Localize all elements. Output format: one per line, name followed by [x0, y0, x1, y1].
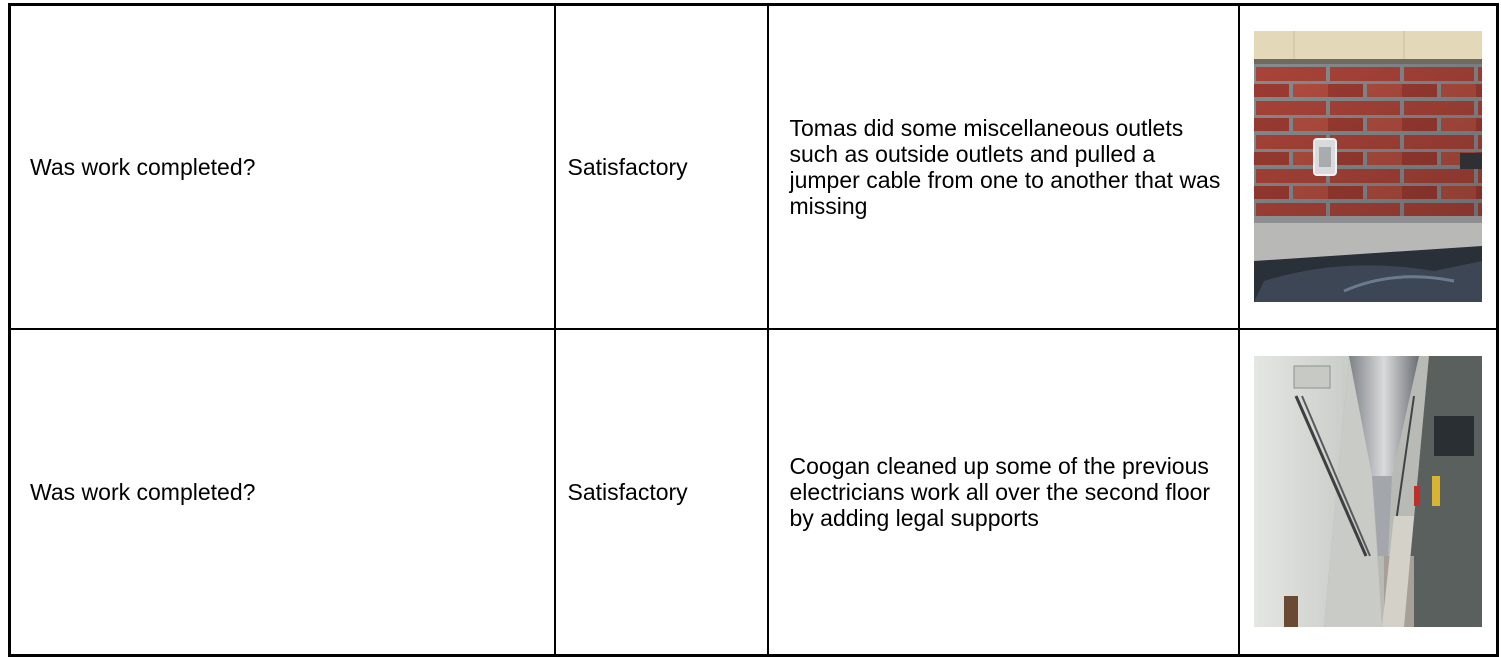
rating-text: Satisfactory [567, 478, 688, 505]
question-cell [10, 329, 555, 656]
comment-text: Coogan cleaned up some of the previous electricians work all over the second floor by adding legal supports [789, 452, 1211, 531]
comment-text: Tomas did some miscellaneous outlets such as outside outlets and pulled a jumper cable from one to another that was missing [789, 114, 1221, 219]
photo-cell [1239, 329, 1498, 656]
question-cell [10, 5, 555, 329]
photo-cell [1239, 5, 1498, 329]
inspection-table [8, 3, 1499, 657]
comment-cell [768, 5, 1239, 329]
comment-cell [768, 329, 1239, 656]
rating-cell [555, 329, 768, 656]
brick-wall-outlet-photo[interactable] [1254, 31, 1482, 302]
question-text: Was work completed? [30, 153, 256, 180]
question-text: Was work completed? [30, 478, 256, 505]
rating-text: Satisfactory [567, 153, 688, 180]
table-row [10, 329, 1498, 656]
ceiling-ductwork-photo[interactable] [1254, 356, 1482, 627]
rating-cell [555, 5, 768, 329]
table-row [10, 5, 1498, 329]
